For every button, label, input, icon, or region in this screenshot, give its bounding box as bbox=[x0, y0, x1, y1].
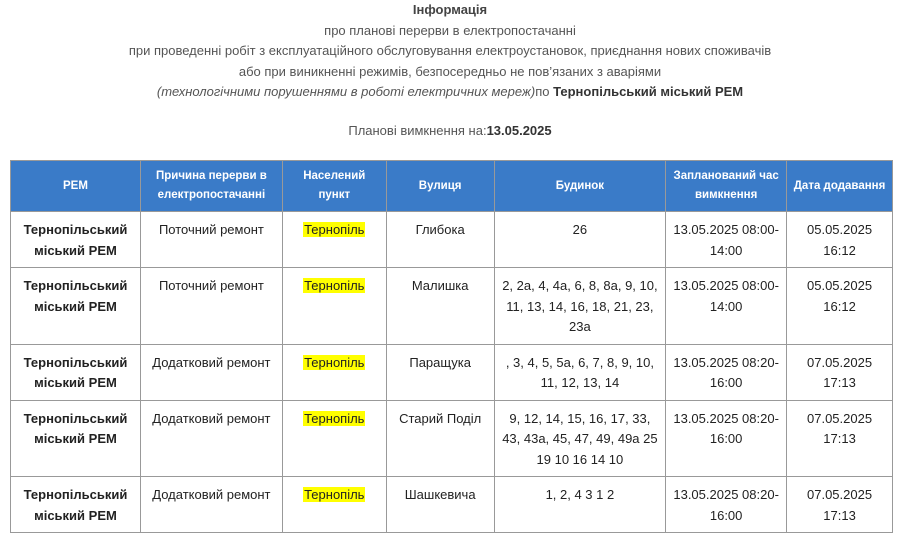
cell-settlement bbox=[282, 212, 386, 268]
table-row bbox=[11, 212, 893, 268]
cell-time: 13.05.2025 08:00-14:00 bbox=[666, 212, 787, 268]
cell-rem: Тернопільський міський РЕМ bbox=[11, 400, 141, 477]
settlement-highlight: Тернопіль bbox=[304, 278, 365, 293]
col-header-rem: РЕМ bbox=[11, 161, 141, 212]
rem-name: Тернопільський міський РЕМ bbox=[553, 84, 744, 100]
cell-rem: Тернопільський міський РЕМ bbox=[11, 344, 141, 400]
planned-label: Планові вимкнення на: bbox=[348, 122, 487, 138]
cell-reason: Поточний ремонт bbox=[140, 268, 282, 345]
cell-reason: Додатковий ремонт bbox=[140, 344, 282, 400]
cell-street: Шашкевича bbox=[386, 477, 494, 533]
cell-rem: Тернопільський міський РЕМ bbox=[11, 477, 141, 533]
info-line-4-mid: по bbox=[535, 84, 554, 100]
table-header-row bbox=[11, 161, 893, 212]
info-title: Інформація bbox=[412, 2, 488, 17]
settlement-highlight: Тернопіль bbox=[304, 222, 365, 237]
cell-rem: Тернопільський міський РЕМ bbox=[11, 212, 141, 268]
cell-added: 07.05.2025 17:13 bbox=[787, 344, 893, 400]
cell-added: 05.05.2025 16:12 bbox=[787, 268, 893, 345]
cell-reason: Поточний ремонт bbox=[140, 212, 282, 268]
cell-settlement bbox=[282, 344, 386, 400]
cell-houses: , 3, 4, 5, 5а, 6, 7, 8, 9, 10, 11, 12, 13, 14 bbox=[494, 344, 666, 400]
cell-houses: 9, 12, 14, 15, 16, 17, 33, 43, 43а, 45, 47, 49, 49а 25 19 10 16 14 10 bbox=[494, 400, 666, 477]
planned-date: 13.05.2025 bbox=[486, 122, 552, 138]
col-header-added: Дата додавання bbox=[787, 161, 893, 212]
cell-time: 13.05.2025 08:20-16:00 bbox=[666, 400, 787, 477]
planned-date-line bbox=[0, 123, 900, 138]
info-line-1: про планові перерви в електропостачанні bbox=[324, 22, 576, 38]
cell-street: Паращука bbox=[386, 344, 494, 400]
settlement-highlight: Тернопіль bbox=[304, 354, 365, 370]
cell-houses: 2, 2а, 4, 4а, 6, 8, 8а, 9, 10, 11, 13, 14, 16, 18, 21, 23, 23а bbox=[494, 268, 666, 345]
table-row bbox=[11, 477, 893, 533]
col-header-time: Запланований час вимкнення bbox=[666, 161, 787, 212]
cell-added: 05.05.2025 16:12 bbox=[787, 212, 893, 268]
col-header-reason: Причина перерви в електропостачанні bbox=[140, 161, 282, 212]
cell-time: 13.05.2025 08:00-14:00 bbox=[666, 268, 787, 345]
cell-added: 07.05.2025 17:13 bbox=[787, 400, 893, 477]
info-line-4 bbox=[0, 82, 900, 103]
info-line-4-italic: (технологічними порушеннями в роботі електричних мереж) bbox=[156, 84, 536, 100]
cell-rem: Тернопільський міський РЕМ bbox=[11, 268, 141, 345]
cell-street: Глибока bbox=[386, 212, 494, 268]
table-row bbox=[11, 344, 893, 400]
outages-table bbox=[10, 160, 893, 533]
table-row bbox=[11, 400, 893, 477]
col-header-houses: Будинок bbox=[494, 161, 666, 212]
table-row bbox=[11, 268, 893, 345]
cell-street: Старий Поділ bbox=[386, 400, 494, 477]
settlement-highlight: Тернопіль bbox=[304, 410, 365, 426]
cell-added: 07.05.2025 17:13 bbox=[787, 477, 893, 533]
cell-settlement bbox=[282, 477, 386, 533]
cell-street: Малишка bbox=[386, 268, 494, 345]
cell-houses: 1, 2, 4 3 1 2 bbox=[494, 477, 666, 533]
cell-time: 13.05.2025 08:20-16:00 bbox=[666, 344, 787, 400]
cell-reason: Додатковий ремонт bbox=[140, 477, 282, 533]
cell-settlement bbox=[282, 400, 386, 477]
cell-settlement bbox=[282, 268, 386, 345]
info-line-3: або при виникненні режимів, безпосередньо не пов’язаних з аваріями bbox=[238, 63, 662, 79]
info-header bbox=[0, 0, 900, 103]
cell-reason: Додатковий ремонт bbox=[140, 400, 282, 477]
col-header-street: Вулиця bbox=[386, 161, 494, 212]
col-header-settlement: Населений пункт bbox=[282, 161, 386, 212]
cell-time: 13.05.2025 08:20-16:00 bbox=[666, 477, 787, 533]
cell-houses: 26 bbox=[494, 212, 666, 268]
info-line-2: при проведенні робіт з експлуатаційного обслуговування електроустановок, приєднання нових споживачів bbox=[128, 43, 772, 59]
settlement-highlight: Тернопіль bbox=[304, 487, 365, 502]
